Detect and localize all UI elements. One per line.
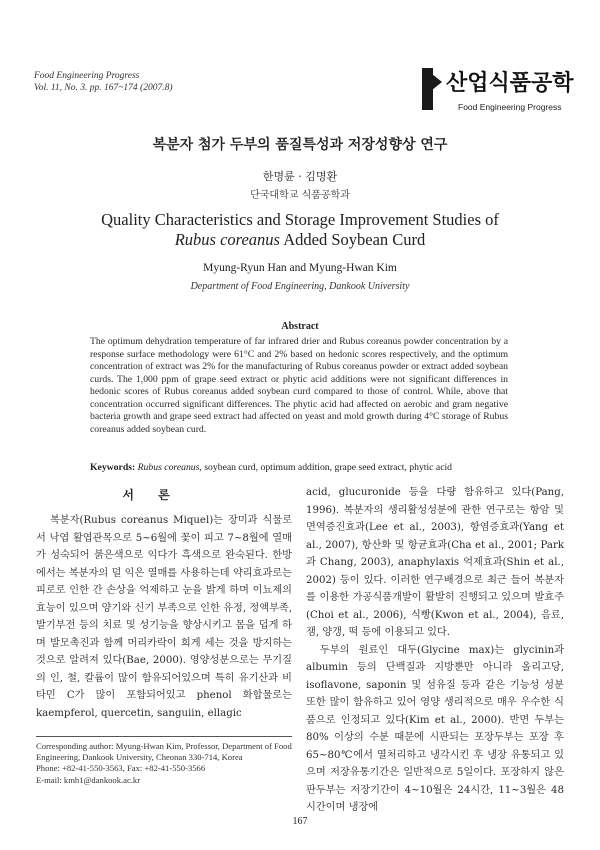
footnote-divider bbox=[36, 736, 292, 737]
body-column-left bbox=[36, 512, 292, 722]
body-column-right bbox=[306, 484, 564, 817]
english-title-species: Rubus coreanus bbox=[174, 230, 280, 249]
keywords-species: Rubus coreanus bbox=[137, 462, 200, 473]
page-number: 167 bbox=[292, 816, 308, 827]
journal-name: Food Engineering Progress bbox=[34, 71, 140, 81]
abstract-body: The optimum dehydration temperature of far infrared drier and Rubus coreanus powder concentration by a response surface methodology were 61°C and 2% based on hedonic scores respectively, and the optimum concentration of extract was 2% for the manufacturing of Rubus coreanus powder or extract added soybean curds. The 1,000 ppm of grape seed extract or phytic acid additions were not significant differences in hedonic scores of Rubus coreanus added soybean curd compared to those of control. While, above that concentration occurred significant differences. The phytic acid had affected on aerobic and gram negative bacteria growth and grape seed extract had affected on yeast and mold growth during 4°C storage of Rubus coreanus added soybean curd. bbox=[90, 336, 508, 435]
english-title-line1: Quality Characteristics and Storage Improvement Studies of bbox=[101, 210, 499, 229]
correspondence-phone: Phone: +82-41-550-3563, Fax: +82-41-550-3566 bbox=[36, 763, 206, 774]
keywords-rest: , soybean curd, optimum addition, grape seed extract, phytic acid bbox=[199, 462, 453, 473]
correspondence-email: E-mail: kmh1@dankook.ac.kr bbox=[36, 774, 141, 785]
correspondence-author: Corresponding author: Myung-Hwan Kim, Professor, Department of Food Engineering, Dankook University, Cheonan 330-714, Korea bbox=[36, 741, 292, 763]
journal-volume: Vol. 11, No. 3. pp. 167~174 (2007.8) bbox=[34, 83, 173, 93]
logo-mark-triangle bbox=[432, 74, 442, 90]
english-title-line2 bbox=[60, 230, 540, 250]
english-authors: Myung-Ryun Han and Myung-Hwan Kim bbox=[203, 262, 397, 274]
korean-title: 복분자 첨가 두부의 품질특성과 저장성향상 연구 bbox=[152, 137, 448, 153]
keywords-label: Keywords: bbox=[90, 462, 136, 473]
korean-authors: 한명륜 · 김명환 bbox=[262, 170, 338, 183]
abstract-heading: Abstract bbox=[281, 321, 319, 332]
journal-header bbox=[34, 70, 173, 94]
english-department: Department of Food Engineering, Dankook University bbox=[190, 281, 410, 292]
section-heading-introduction: 서 론 bbox=[122, 488, 180, 502]
right-paragraph-1: acid, glucuronide 등을 다량 함유하고 있다(Pang, 1996). 복분자의 생리활성성분에 관한 연구로는 항암 및 면역증진효과(Lee et al., 2003), 항염증효과(Yang et al., 2007), 항산화 및 항균효과(Cha et al., 2001; Park과 Chang, 2003), anaphylaxis 억제효과(Shin et al., 2002) 등이 있다. 이러한 연구배경으로 최근 들어 복분자를 이용한 가공식품개발이 활발히 진행되고 있으며 발효주(Choi et al., 2006), 식빵(Kwon et al., 2004), 음료, 잼, 양갱, 떡 등에 이용되고 있다. bbox=[306, 487, 564, 638]
english-title bbox=[60, 210, 540, 250]
logo-english-text: Food Engineering Progress bbox=[458, 102, 562, 112]
journal-logo bbox=[418, 66, 574, 124]
correspondence-footnote bbox=[36, 741, 292, 786]
left-paragraph-1: 복분자(Rubus coreanus Miquel)는 장미과 식물로서 낙엽 활엽관목으로 5~6월에 꽃이 피고 7~8월에 열매가 성숙되어 붉은색으로 익다가 흑색으로 완숙된다. 한방에서는 복분자의 덜 익은 열매를 사용하는데 약리효과로는 피로로 인한 간 손상을 억제하고 눈을 밝게 하며 이뇨제의 효능이 있으며 양기와 신기 부족으로 인한 유정, 정액부족, 발기부전 등의 치료 및 성기능을 향상시키고 몸을 덥게 하며 발모촉진과 함께 머리카락이 희게 세는 것을 방지하는 것으로 알려져 있다(Bae, 2000). 영양성분으로는 무기질의 인, 철, 칼륨이 많이 함유되어있으며 특히 유기산과 비타민 C가 많이 포함되어있고 phenol 화합물로는 kaempferol, quercetin, sanguiin, ellagic bbox=[36, 515, 292, 719]
keywords bbox=[90, 462, 508, 473]
logo-korean-text: 산업식품공학 bbox=[446, 71, 574, 96]
right-paragraph-2: 두부의 원료인 대두(Glycine max)는 glycinin과 albumin 등의 단백질과 지방뿐만 아니라 올리고당, isoflavone, saponin 및 섬유질 등과 같은 기능성 성분 또한 많이 함유하고 있어 영양 생리적으로 매우 우수한 식품으로 인정되고 있다(Kim et al., 2000). 반면 두부는 80% 이상의 수분 때문에 시판되는 포장두부는 포장 후 65~80℃에서 열처리하고 냉각시킨 후 냉장 유통되고 있으며 저장유통기간은 일반적으로 5일이다. 포장하지 않은 판두부는 저장기간이 4~10월은 24시간, 11~3월은 48시간이며 냉장에 bbox=[306, 644, 564, 813]
english-title-rest: Added Soybean Curd bbox=[279, 230, 426, 249]
korean-affiliation: 단국대학교 식품공학과 bbox=[250, 190, 350, 201]
